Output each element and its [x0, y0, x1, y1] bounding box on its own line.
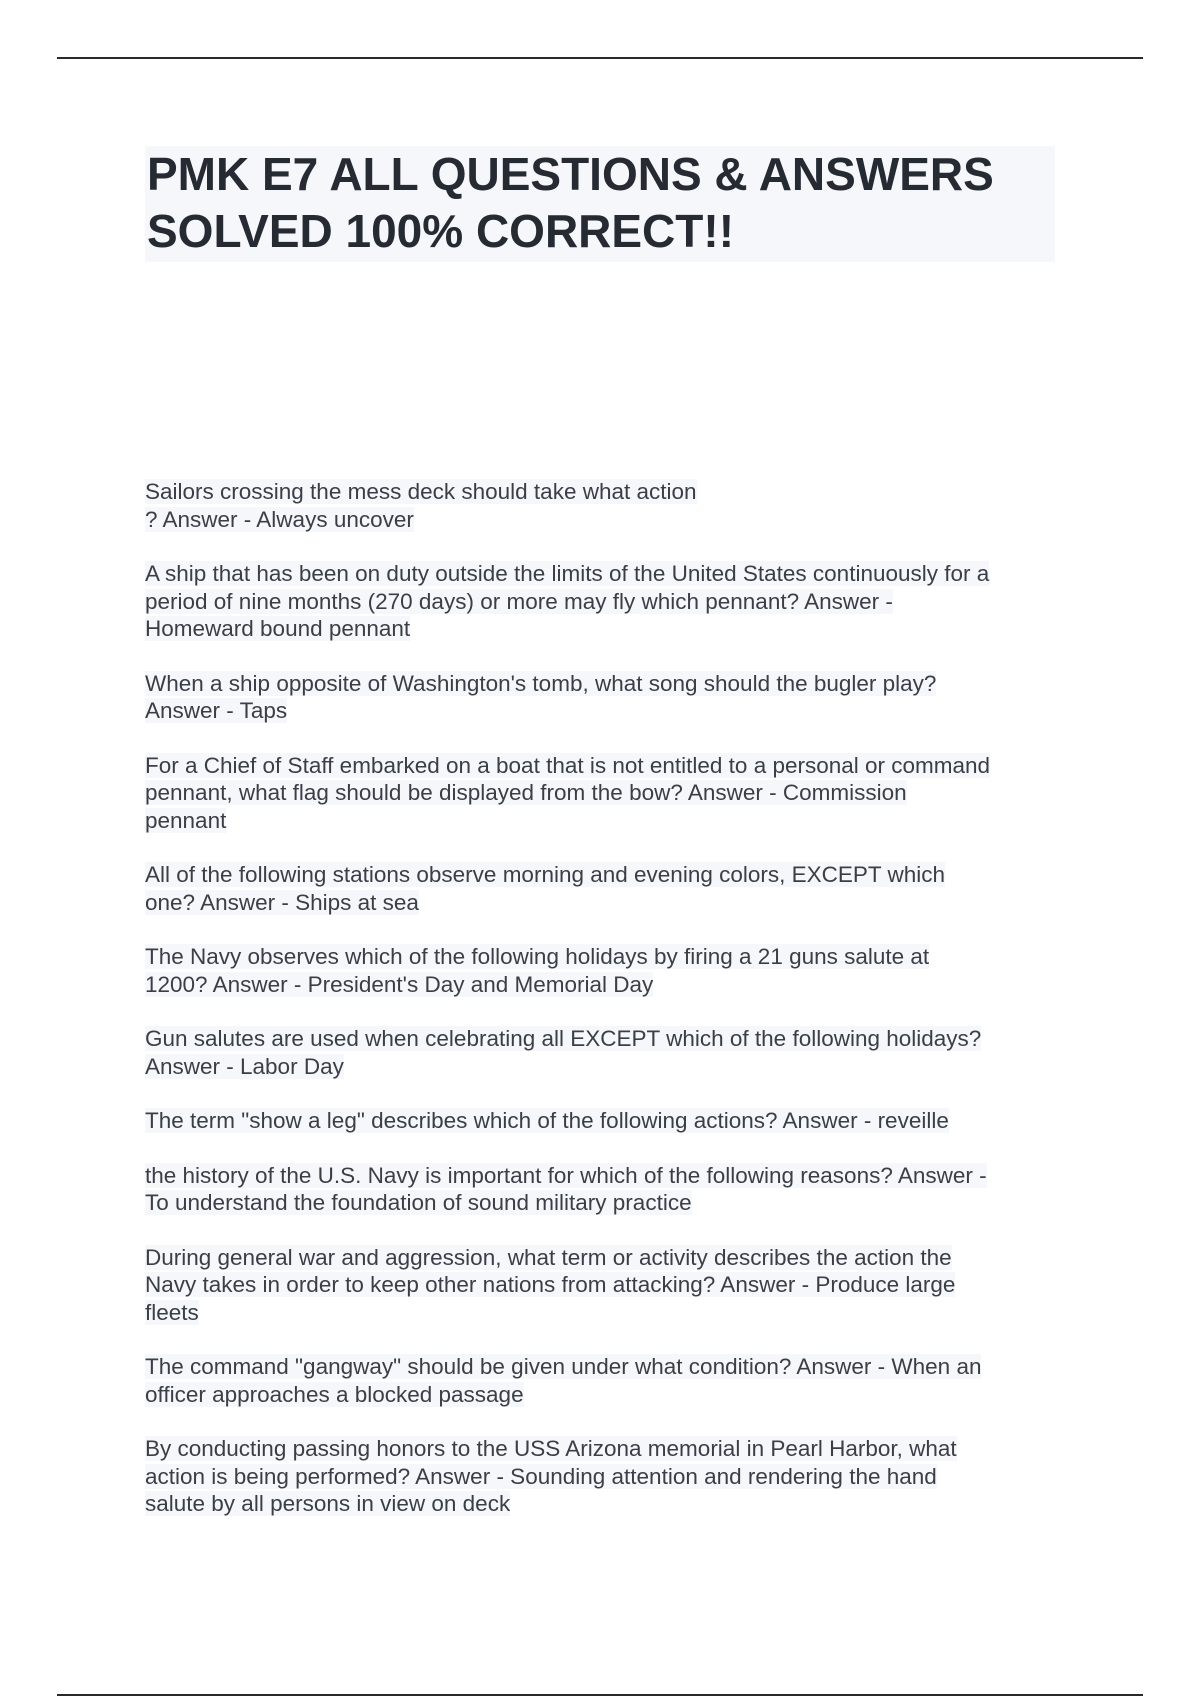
qa-text: The term "show a leg" describes which of the following actions? Answer - reveille: [145, 1108, 949, 1133]
qa-text: During general war and aggression, what term or activity describes the action the Navy takes in order to keep other nations from attacking? Answer - Produce large fleets: [145, 1244, 956, 1325]
qa-text: The Navy observes which of the following holidays by firing a 21 guns salute at 1200? Answer - President's Day and Memorial Day: [145, 944, 930, 997]
qa-item: [145, 478, 1060, 533]
qa-item: [145, 1353, 1060, 1408]
qa-item: [145, 1107, 1060, 1135]
qa-item: [145, 560, 1060, 643]
qa-text: A ship that has been on duty outside the limits of the United States continuously for a period of nine months (270 days) or more may fly which pennant? Answer - Homeward bound pennant: [145, 561, 990, 641]
qa-text: All of the following stations observe morning and evening colors, EXCEPT which one? Answer - Ships at sea: [145, 862, 946, 915]
qa-item: [145, 861, 1060, 916]
qa-item: [145, 1162, 1060, 1217]
qa-text: Sailors crossing the mess deck should take what action ? Answer - Always uncover: [145, 479, 697, 532]
bottom-divider: [57, 1694, 1143, 1696]
qa-item: [145, 1435, 1060, 1518]
qa-item: [145, 943, 1060, 998]
qa-item: [145, 670, 1060, 725]
qa-item: [145, 1025, 1060, 1080]
qa-item: [145, 1244, 1060, 1327]
qa-text: By conducting passing honors to the USS Arizona memorial in Pearl Harbor, what action is being performed? Answer - Sounding attention and rendering the hand salute by all persons in view on deck: [145, 1436, 957, 1516]
qa-text: For a Chief of Staff embarked on a boat that is not entitled to a personal or command pennant, what flag should be displayed from the bow? Answer - Commission pennant: [145, 752, 991, 833]
qa-list: [145, 478, 1060, 1545]
qa-text: Gun salutes are used when celebrating all EXCEPT which of the following holidays? Answer - Labor Day: [145, 1026, 982, 1079]
qa-text: the history of the U.S. Navy is important for which of the following reasons? Answer - To understand the foundation of sound military practice: [145, 1162, 987, 1215]
title-block: [145, 146, 1055, 262]
qa-item: [145, 752, 1060, 835]
top-divider: [57, 57, 1143, 59]
qa-text: The command "gangway" should be given under what condition? Answer - When an officer approaches a blocked passage: [145, 1354, 982, 1407]
qa-text: When a ship opposite of Washington's tomb, what song should the bugler play? Answer - Taps: [145, 670, 937, 723]
document-title: PMK E7 ALL QUESTIONS & ANSWERS SOLVED 100% CORRECT!!: [147, 148, 994, 257]
